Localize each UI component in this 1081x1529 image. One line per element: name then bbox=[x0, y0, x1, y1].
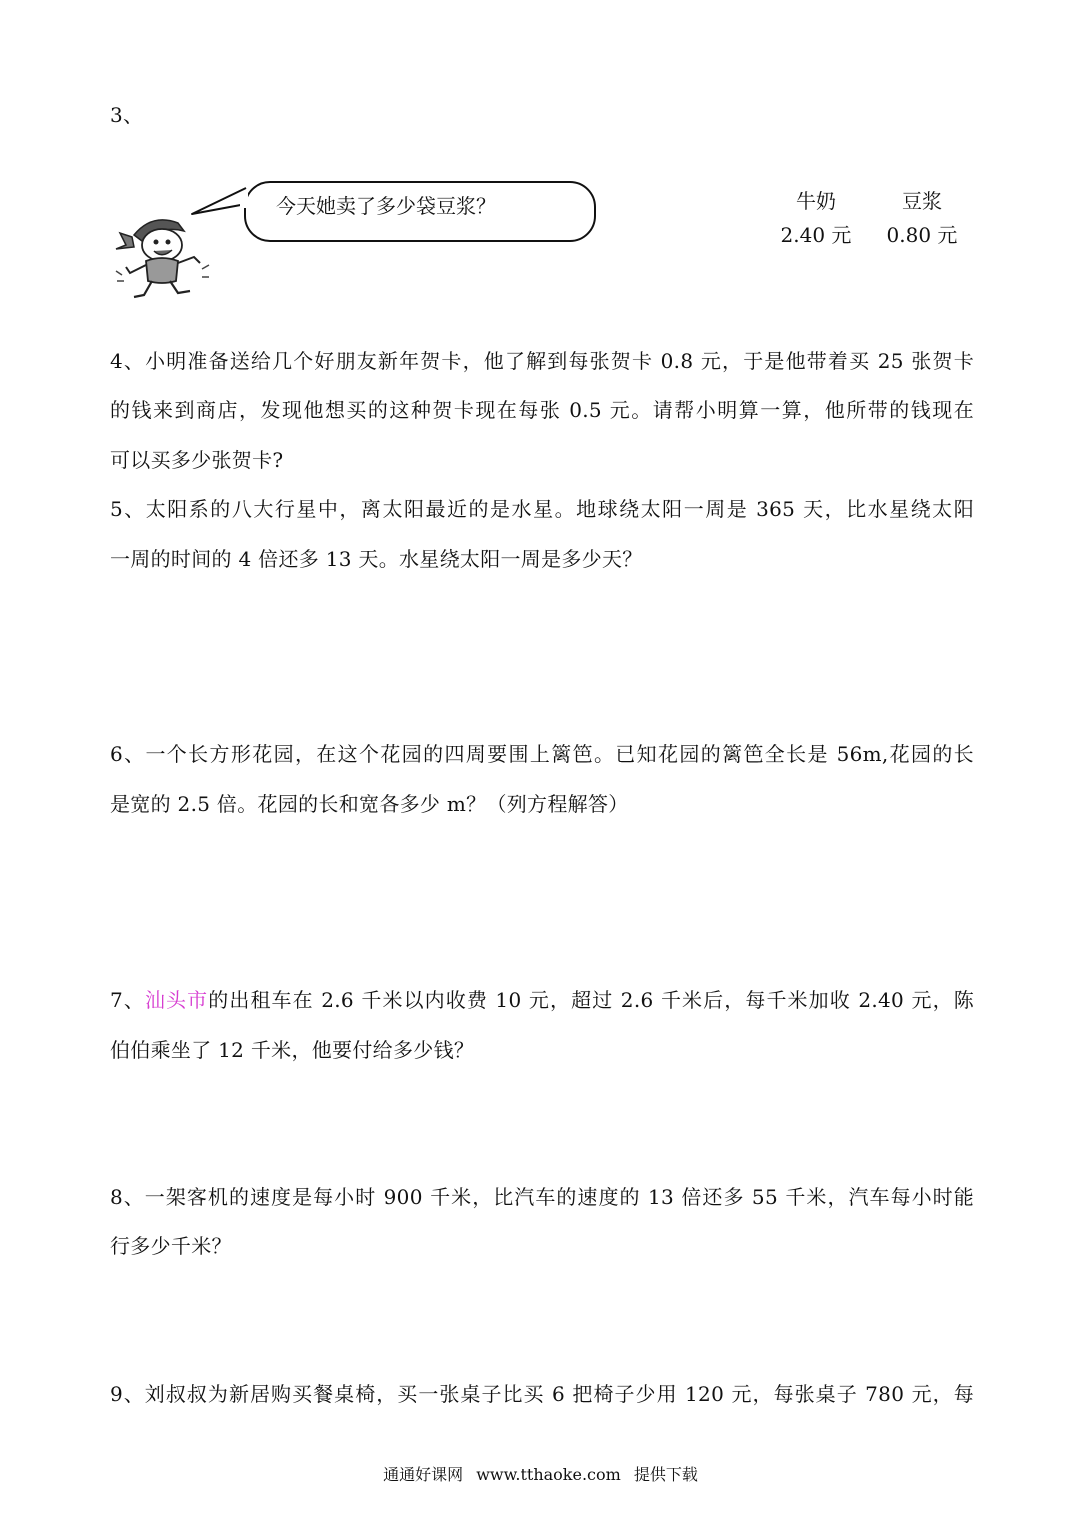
item-price-milk: 2.40 元 bbox=[780, 223, 852, 247]
bubble-seam-cover bbox=[240, 192, 248, 208]
q4-line-3: 可以买多少张贺卡? bbox=[110, 448, 284, 472]
q8-line-2: 行多少千米？ bbox=[110, 1234, 232, 1258]
q6-line-1: 6、一个长方形花园，在这个花园的四周要围上篱笆。已知花园的篱笆全长是 56m,花园的长 bbox=[110, 742, 974, 766]
q7-line-1-rest: 的出租车在 2.6 千米以内收费 10 元，超过 2.6 千米后，每千米加收 2.40 元，陈 bbox=[208, 988, 975, 1012]
q5-line-2: 一周的时间的 4 倍还多 13 天。水星绕太阳一周是多少天？ bbox=[110, 547, 643, 571]
footer-suffix: 提供下载 bbox=[633, 1465, 698, 1484]
footer-url[interactable]: www.tthaoke.com bbox=[476, 1465, 621, 1484]
q5-line-1: 5、太阳系的八大行星中，离太阳最近的是水星。地球绕太阳一周是 365 天，比水星绕太阳 bbox=[110, 497, 974, 521]
q7-line-1 bbox=[110, 985, 974, 1015]
footer-site-name: 通通好课网 bbox=[383, 1465, 464, 1484]
q4-line-2: 的钱来到商店，发现他想买的这种贺卡现在每张 0.5 元。请帮小明算一算，他所带的钱现在 bbox=[110, 398, 974, 422]
q6-line-2: 是宽的 2.5 倍。花园的长和宽各多少 m？（列方程解答） bbox=[110, 792, 629, 816]
q4-line-1: 4、小明准备送给几个好朋友新年贺卡，他了解到每张贺卡 0.8 元，于是他带着买 25 张贺卡 bbox=[110, 349, 974, 373]
speech-text: 今天她卖了多少袋豆浆？ bbox=[276, 194, 496, 218]
city-name-highlight: 汕头市 bbox=[144, 988, 209, 1012]
item-name-soymilk: 豆浆 bbox=[902, 189, 942, 213]
item-name-milk: 牛奶 bbox=[796, 189, 836, 213]
q9-line-1: 9、刘叔叔为新居购买餐桌椅，买一张桌子比买 6 把椅子少用 120 元，每张桌子 780 元，每 bbox=[110, 1382, 974, 1406]
page-footer bbox=[0, 1463, 1081, 1487]
q7-prefix: 7、 bbox=[110, 988, 145, 1012]
item-price-soymilk: 0.80 元 bbox=[886, 223, 958, 247]
q3-number: 3、 bbox=[110, 103, 144, 127]
speech-bubble bbox=[244, 181, 596, 242]
cartoon-girl-icon bbox=[112, 205, 212, 305]
q7-line-2: 伯伯乘坐了 12 千米，他要付给多少钱？ bbox=[110, 1038, 475, 1062]
q8-line-1: 8、一架客机的速度是每小时 900 千米，比汽车的速度的 13 倍还多 55 千米，汽车每小时能 bbox=[110, 1185, 974, 1209]
